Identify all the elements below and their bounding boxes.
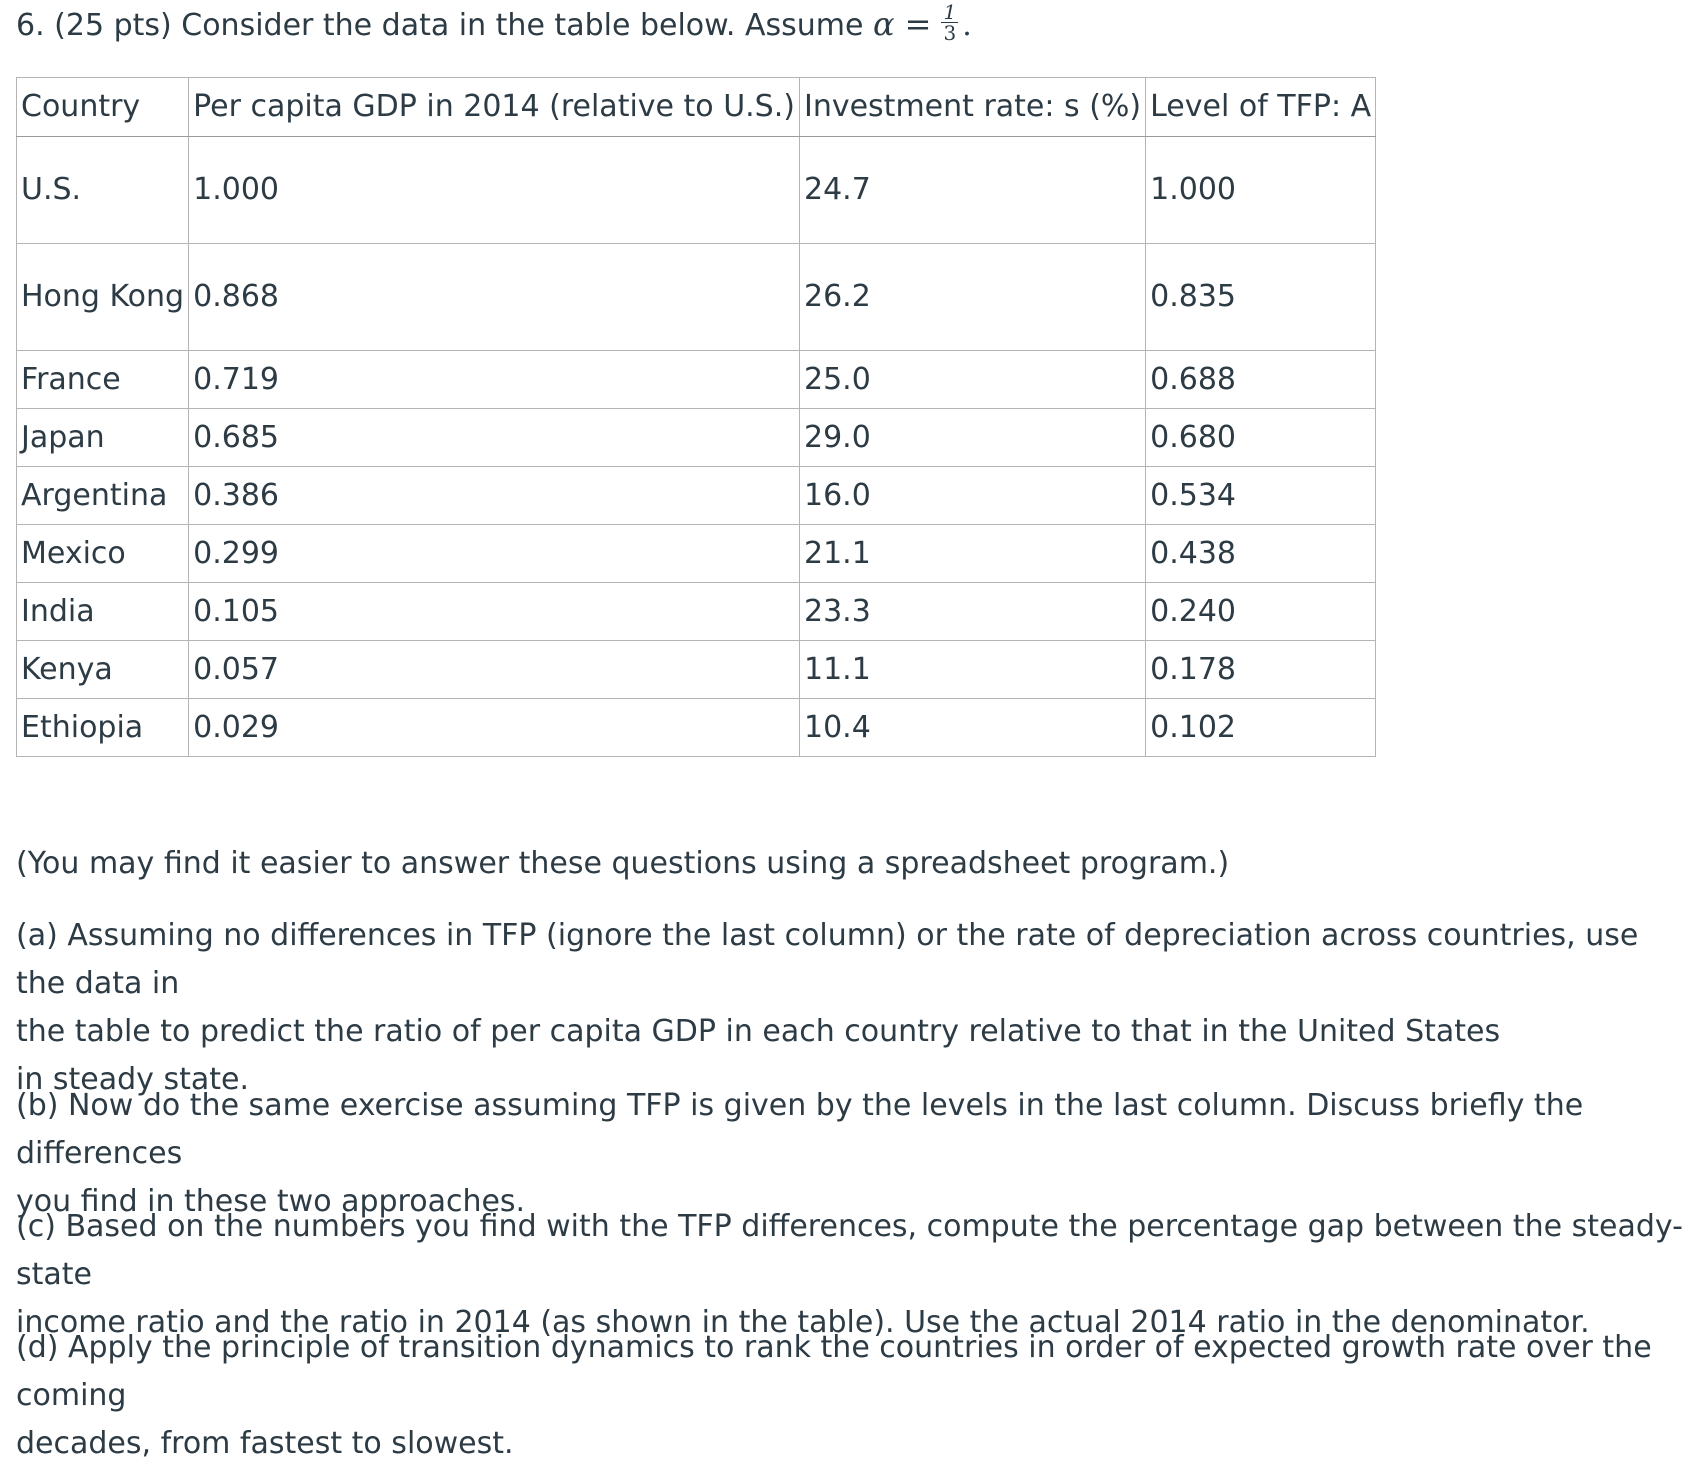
table-header-row: [17, 78, 1376, 137]
table-row: [17, 467, 1376, 525]
table-row: [17, 137, 1376, 244]
cell-investment: 23.3: [799, 583, 1145, 641]
cell-tfp: 0.835: [1146, 244, 1376, 351]
part-d: [16, 1324, 1696, 1468]
cell-country: India: [17, 583, 189, 641]
part-a: [16, 912, 1696, 1104]
part-b-line-2: you find in these two approaches.: [16, 1184, 526, 1219]
alpha-fraction: [941, 2, 958, 43]
cell-gdp: 0.868: [189, 244, 800, 351]
table-row: [17, 699, 1376, 757]
cell-investment: 25.0: [799, 351, 1145, 409]
part-a-line-1: (a) Assuming no differences in TFP (ignore the last column) or the rate of depreciation across countries, use the data in: [16, 918, 1639, 1001]
cell-tfp: 0.680: [1146, 409, 1376, 467]
cell-investment: 16.0: [799, 467, 1145, 525]
part-c-line-1: (c) Based on the numbers you find with the TFP differences, compute the percentage gap between the steady- state: [16, 1209, 1683, 1292]
header-period: .: [962, 8, 972, 43]
cell-tfp: 1.000: [1146, 137, 1376, 244]
question-prefix: 6. (25 pts) Consider the data in the table below. Assume: [16, 8, 864, 43]
cell-country: Mexico: [17, 525, 189, 583]
cell-investment: 29.0: [799, 409, 1145, 467]
cell-gdp: 0.029: [189, 699, 800, 757]
cell-investment: 21.1: [799, 525, 1145, 583]
fraction-denominator: 3: [943, 21, 957, 45]
cell-country: Kenya: [17, 641, 189, 699]
cell-investment: 11.1: [799, 641, 1145, 699]
table-row: [17, 583, 1376, 641]
header-country: Country: [17, 78, 189, 137]
part-a-line-3: in steady state.: [16, 1062, 249, 1097]
cell-gdp: 0.299: [189, 525, 800, 583]
table-row: [17, 351, 1376, 409]
fraction-numerator: 1: [943, 0, 957, 24]
cell-tfp: 0.240: [1146, 583, 1376, 641]
cell-country: Argentina: [17, 467, 189, 525]
equals-sign: =: [904, 5, 932, 43]
cell-gdp: 0.105: [189, 583, 800, 641]
cell-country: Hong Kong: [17, 244, 189, 351]
part-d-line-2: decades, from fastest to slowest.: [16, 1426, 514, 1461]
cell-country: France: [17, 351, 189, 409]
cell-tfp: 0.178: [1146, 641, 1376, 699]
note-text: (You may find it easier to answer these questions using a spreadsheet program.): [16, 846, 1230, 881]
header-tfp: Level of TFP: A: [1146, 78, 1376, 137]
cell-country: Japan: [17, 409, 189, 467]
cell-gdp: 0.057: [189, 641, 800, 699]
cell-investment: 10.4: [799, 699, 1145, 757]
cell-investment: 24.7: [799, 137, 1145, 244]
cell-gdp: 0.719: [189, 351, 800, 409]
part-b-line-1: (b) Now do the same exercise assuming TFP is given by the levels in the last column. Discuss briefly the differences: [16, 1088, 1584, 1171]
cell-country: Ethiopia: [17, 699, 189, 757]
table-row: [17, 641, 1376, 699]
cell-gdp: 0.386: [189, 467, 800, 525]
alpha-symbol: α: [873, 5, 895, 43]
country-data-table: [16, 77, 1376, 757]
header-gdp: Per capita GDP in 2014 (relative to U.S.): [189, 78, 800, 137]
cell-tfp: 0.102: [1146, 699, 1376, 757]
part-a-line-2: the table to predict the ratio of per capita GDP in each country relative to that in the United States: [16, 1014, 1501, 1049]
part-c-line-2: income ratio and the ratio in 2014 (as shown in the table). Use the actual 2014 ratio in the denominator.: [16, 1305, 1590, 1340]
cell-tfp: 0.438: [1146, 525, 1376, 583]
spreadsheet-note: [16, 840, 1696, 888]
cell-investment: 26.2: [799, 244, 1145, 351]
table-row: [17, 525, 1376, 583]
cell-tfp: 0.534: [1146, 467, 1376, 525]
question-header: [16, 2, 972, 48]
header-investment: Investment rate: s (%): [799, 78, 1145, 137]
cell-country: U.S.: [17, 137, 189, 244]
cell-gdp: 1.000: [189, 137, 800, 244]
cell-gdp: 0.685: [189, 409, 800, 467]
table-row: [17, 409, 1376, 467]
cell-tfp: 0.688: [1146, 351, 1376, 409]
part-d-line-1: (d) Apply the principle of transition dynamics to rank the countries in order of expected growth rate over the coming: [16, 1330, 1652, 1413]
table-row: [17, 244, 1376, 351]
